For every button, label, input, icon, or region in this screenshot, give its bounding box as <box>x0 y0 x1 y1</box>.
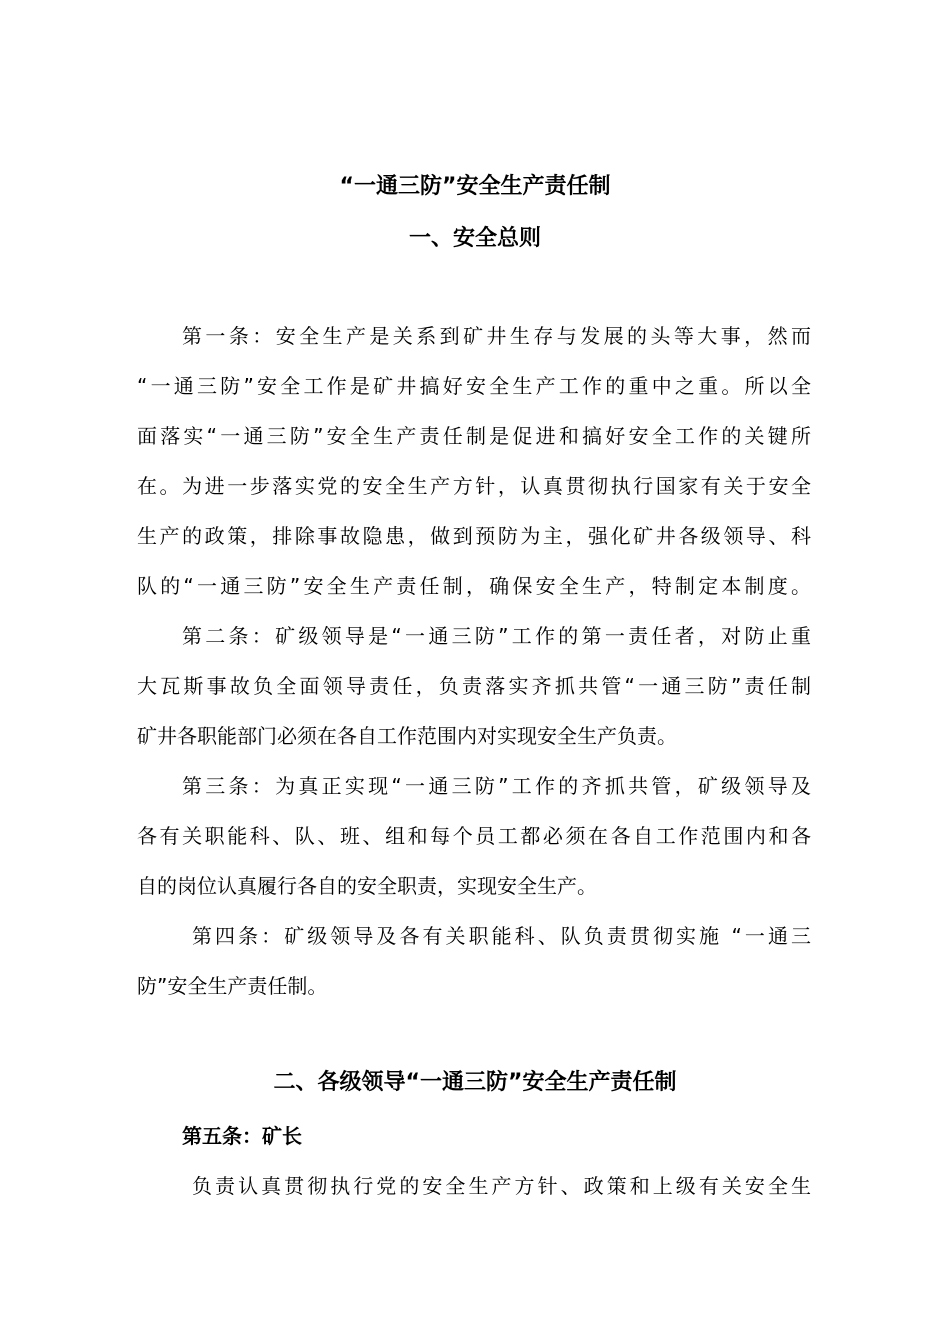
article3-line: 自的岗位认真履行各自的安全职责，实现安全生产。 <box>137 874 597 898</box>
article3-line: 各有关职能科、队、班、组和每个员工都必须在各自工作范围内和各 <box>137 824 811 848</box>
article2-line: 大瓦斯事故负全面领导责任，负责落实齐抓共管“一通三防”责任制 <box>137 674 811 698</box>
article1-line: 在。为进一步落实党的安全生产方针，认真贯彻执行国家有关于安全 <box>137 474 811 498</box>
article4-line: 第四条：矿级领导及各有关职能科、队负责贯彻实施 “一通三 <box>192 924 811 948</box>
article1-line: 队的“一通三防”安全生产责任制，确保安全生产，特制定本制度。 <box>137 574 811 598</box>
article1-line: 生产的政策，排除事故隐患，做到预防为主，强化矿井各级领导、科 <box>137 524 811 548</box>
article4-line: 防”安全生产责任制。 <box>137 974 328 998</box>
article5-line: 负责认真贯彻执行党的安全生产方针、政策和上级有关安全生 <box>192 1174 811 1198</box>
article3-line: 第三条：为真正实现“一通三防”工作的齐抓共管，矿级领导及 <box>182 774 811 798</box>
article1-line: 第一条：安全生产是关系到矿井生存与发展的头等大事，然而 <box>182 324 811 348</box>
section2-heading: 二、各级领导“一通三防”安全生产责任制 <box>273 1070 677 1095</box>
article2-line: 第二条：矿级领导是“一通三防”工作的第一责任者，对防止重 <box>182 624 811 648</box>
article2-line: 矿井各职能部门必须在各自工作范围内对实现安全生产负责。 <box>137 724 677 748</box>
article5-heading: 第五条：矿长 <box>182 1124 302 1148</box>
article1-line: “一通三防”安全工作是矿井搞好安全生产工作的重中之重。所以全 <box>137 374 811 398</box>
section1-heading: 一、安全总则 <box>408 226 541 251</box>
article1-line: 面落实“一通三防”安全生产责任制是促进和搞好安全工作的关键所 <box>137 424 811 448</box>
document-title: “一通三防”安全生产责任制 <box>339 174 611 199</box>
